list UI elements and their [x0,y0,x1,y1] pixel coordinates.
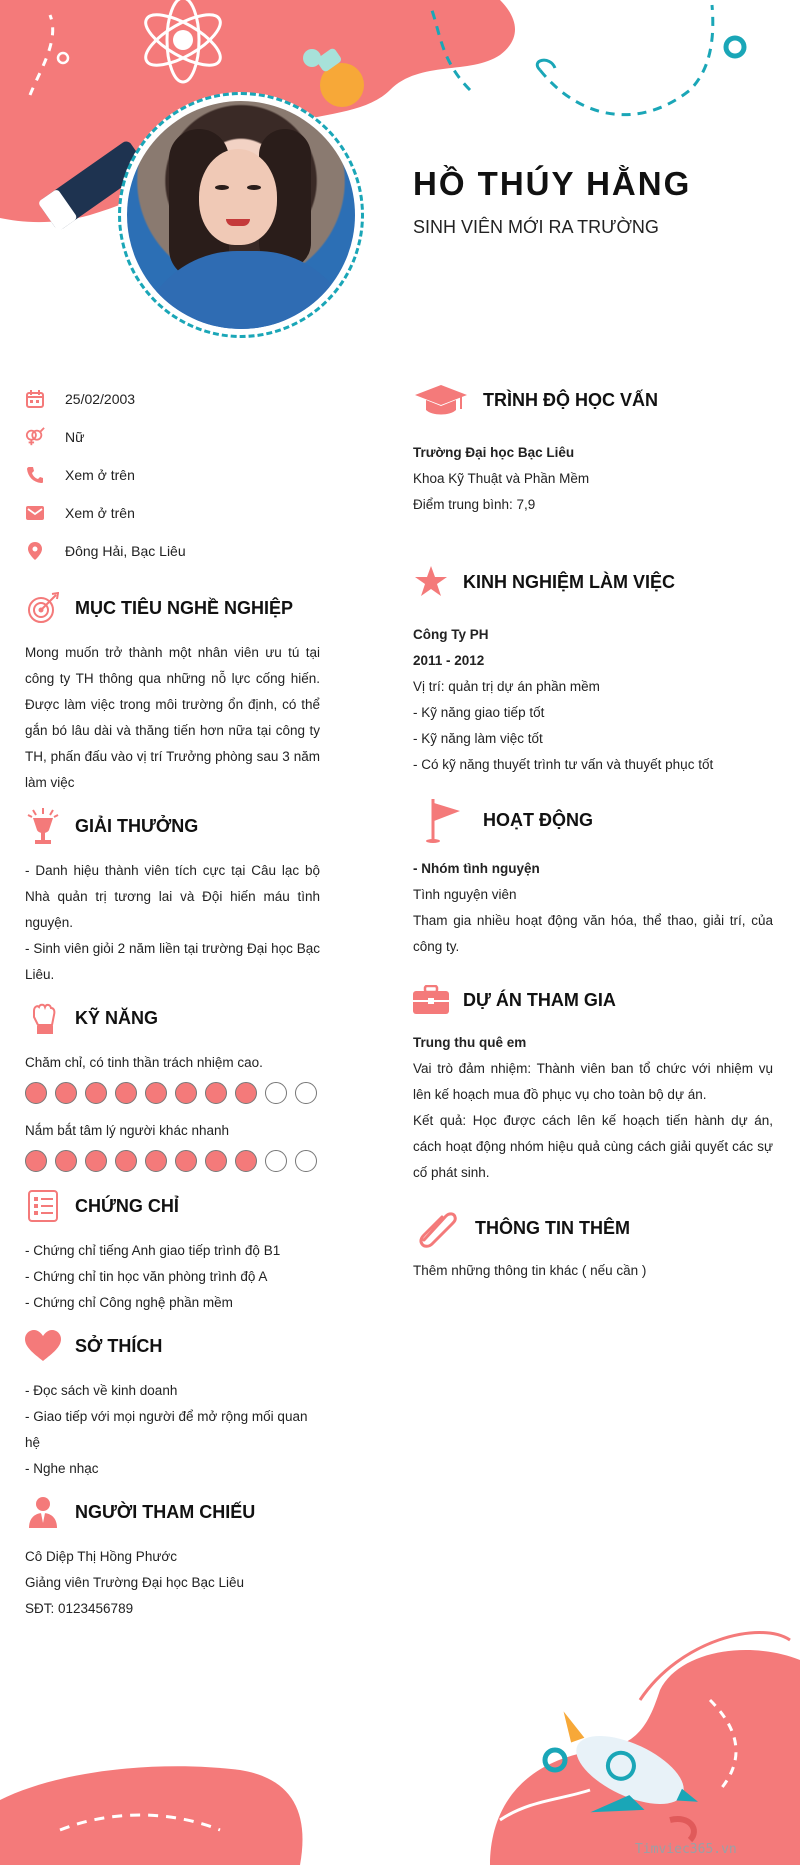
rating-dot-filled [85,1082,107,1104]
hobby-line: - Giao tiếp với mọi người để mở rộng mối quan hệ [25,1409,308,1450]
education-header [413,380,773,420]
objective-text: Mong muốn trở thành một nhân viên ưu tú tại công ty TH thông qua những nỗ lực cống hiến. Được làm việc trong môi trường ổn định, có thể gắn bó lâu dài và thăng tiến hơn nữa tại công ty TH, phấn đấu vào vị trí Trưởng phòng sau 3 năm làm việc [25,645,320,790]
certificate-line: - Chứng chỉ tiếng Anh giao tiếp trình độ B1 [25,1243,281,1258]
experience-title: KINH NGHIỆM LÀM VIỆC [463,571,676,592]
hobby-line: - Đọc sách về kinh doanh [25,1383,178,1398]
rating-dot-filled [205,1082,227,1104]
right-column [413,380,773,1284]
rating-dot-filled [55,1150,77,1172]
certificates-header [25,1186,320,1226]
education-line: Điểm trung bình: 7,9 [413,497,536,512]
star-icon [413,562,449,602]
hobbies-header [25,1326,320,1366]
rating-dot-filled [115,1082,137,1104]
hobbies-title: SỞ THÍCH [75,1335,163,1356]
work-period: 2011 - 2012 [413,653,485,668]
rating-dot-filled [145,1150,167,1172]
skill-rating [25,1082,320,1104]
skills-header [25,998,320,1038]
hobby-line: - Nghe nhạc [25,1461,99,1476]
skill-rating [25,1150,320,1172]
awards-section [25,806,320,988]
rating-dot-filled [25,1150,47,1172]
gender-row [25,418,320,456]
awards-title: GIẢI THƯỞNG [75,815,199,836]
objective-header [25,588,320,628]
address-value: Đông Hải, Bạc Liêu [65,543,186,559]
certificates-title: CHỨNG CHỈ [75,1195,179,1216]
profile-photo [118,92,364,338]
paperclip-icon [413,1208,461,1248]
skills-section [25,998,320,1172]
references-header [25,1492,320,1532]
rating-dot-filled [145,1082,167,1104]
reference-line: Giảng viên Trường Đại học Bạc Liêu [25,1575,245,1590]
projects-section [413,980,773,1186]
phone-row [25,456,320,494]
email-icon [25,503,45,523]
award-line: - Danh hiệu thành viên tích cực tại Câu lạc bộ Nhà quản trị tương lai và Đội hiến máu tình nguyện. [25,863,320,930]
rating-dot-filled [85,1150,107,1172]
rating-dot-filled [235,1082,257,1104]
calendar-icon [25,389,45,409]
checklist-icon [25,1186,61,1226]
address-row [25,532,320,570]
skill-label: Nắm bắt tâm lý người khác nhanh [25,1123,229,1138]
projects-header [413,980,773,1020]
briefcase-icon [413,980,449,1020]
email-value: Xem ở trên [65,505,135,521]
project-line: Vai trò đảm nhiệm: Thành viên ban tổ chức với nhiệm vụ lên kế hoạch mua đồ phục vụ cho toàn bộ dự án. [413,1061,773,1102]
certificate-line: - Chứng chỉ Công nghệ phần mềm [25,1295,233,1310]
target-icon [25,588,61,628]
education-section [413,380,773,518]
skill-label: Chăm chỉ, có tinh thần trách nhiệm cao. [25,1055,263,1070]
left-column [25,380,320,1622]
rating-dot-empty [295,1150,317,1172]
more-info-text: Thêm những thông tin khác ( nếu cần ) [413,1263,647,1278]
education-title: TRÌNH ĐỘ HỌC VẤN [483,389,658,410]
reference-line: SĐT: 0123456789 [25,1601,134,1616]
gender-value: Nữ [65,429,85,445]
person-icon [25,1492,61,1532]
birthdate-row [25,380,320,418]
activity-group: - Nhóm tình nguyện [413,861,540,876]
rating-dot-empty [265,1150,287,1172]
experience-line: Vị trí: quản trị dự án phần mềm [413,679,600,694]
experience-header [413,562,773,602]
rating-dot-empty [295,1082,317,1104]
projects-title: DỰ ÁN THAM GIA [463,989,616,1010]
activity-line: Tham gia nhiều hoạt động văn hóa, thể thao, giải trí, của công ty. [413,913,773,954]
objective-title: MỤC TIÊU NGHỀ NGHIỆP [75,597,294,618]
candidate-name: HỒ THÚY HẰNG [413,165,692,202]
rating-dot-empty [265,1082,287,1104]
graduation-cap-icon [413,380,469,420]
activities-section [413,800,773,960]
experience-line: - Kỹ năng giao tiếp tốt [413,705,545,720]
phone-icon [25,465,45,485]
experience-line: - Có kỹ năng thuyết trình tư vấn và thuyết phục tốt [413,757,714,772]
more-info-header [413,1208,773,1248]
certificates-section [25,1186,320,1316]
awards-header [25,806,320,846]
rating-dot-filled [25,1082,47,1104]
company-name: Công Ty PH [413,627,489,642]
references-title: NGƯỜI THAM CHIẾU [75,1501,256,1522]
certificate-line: - Chứng chỉ tin học văn phòng trình độ A [25,1269,268,1284]
project-line: Kết quả: Học được cách lên kế hoạch tiến hành dự án, cách hoạt động nhóm hiệu quả cùng cách giải quyết các sự cố phát sinh. [413,1113,773,1180]
birthdate-value: 25/02/2003 [65,391,136,407]
skills-title: KỸ NĂNG [75,1007,159,1028]
education-line: Khoa Kỹ Thuật và Phần Mềm [413,471,590,486]
award-line: - Sinh viên giỏi 2 năm liền tại trường Đại học Bạc Liêu. [25,941,320,982]
reference-line: Cô Diệp Thị Hồng Phước [25,1549,177,1564]
avatar [127,101,355,329]
rating-dot-filled [205,1150,227,1172]
activities-title: HOẠT ĐỘNG [483,809,593,830]
candidate-title: SINH VIÊN MỚI RA TRƯỜNG [413,217,659,237]
personal-info [25,380,320,570]
watermark: Timviec365.vn [635,1842,737,1857]
gender-icon [25,427,45,447]
flag-icon [413,800,469,840]
rating-dot-filled [115,1150,137,1172]
more-info-title: THÔNG TIN THÊM [475,1217,630,1238]
school-name: Trường Đại học Bạc Liêu [413,445,575,460]
more-info-section [413,1208,773,1284]
experience-section [413,562,773,778]
trophy-icon [25,806,61,846]
email-row [25,494,320,532]
rating-dot-filled [235,1150,257,1172]
project-name: Trung thu quê em [413,1035,527,1050]
experience-line: - Kỹ năng làm việc tốt [413,731,543,746]
activity-line: Tình nguyện viên [413,887,517,902]
activities-header [413,800,773,840]
rating-dot-filled [175,1082,197,1104]
hobbies-section [25,1326,320,1482]
location-pin-icon [25,541,45,561]
rating-dot-filled [175,1150,197,1172]
objective-section [25,588,320,796]
fist-icon [25,998,61,1038]
rating-dot-filled [55,1082,77,1104]
heart-icon [25,1326,61,1366]
references-section [25,1492,320,1622]
phone-value: Xem ở trên [65,467,135,483]
